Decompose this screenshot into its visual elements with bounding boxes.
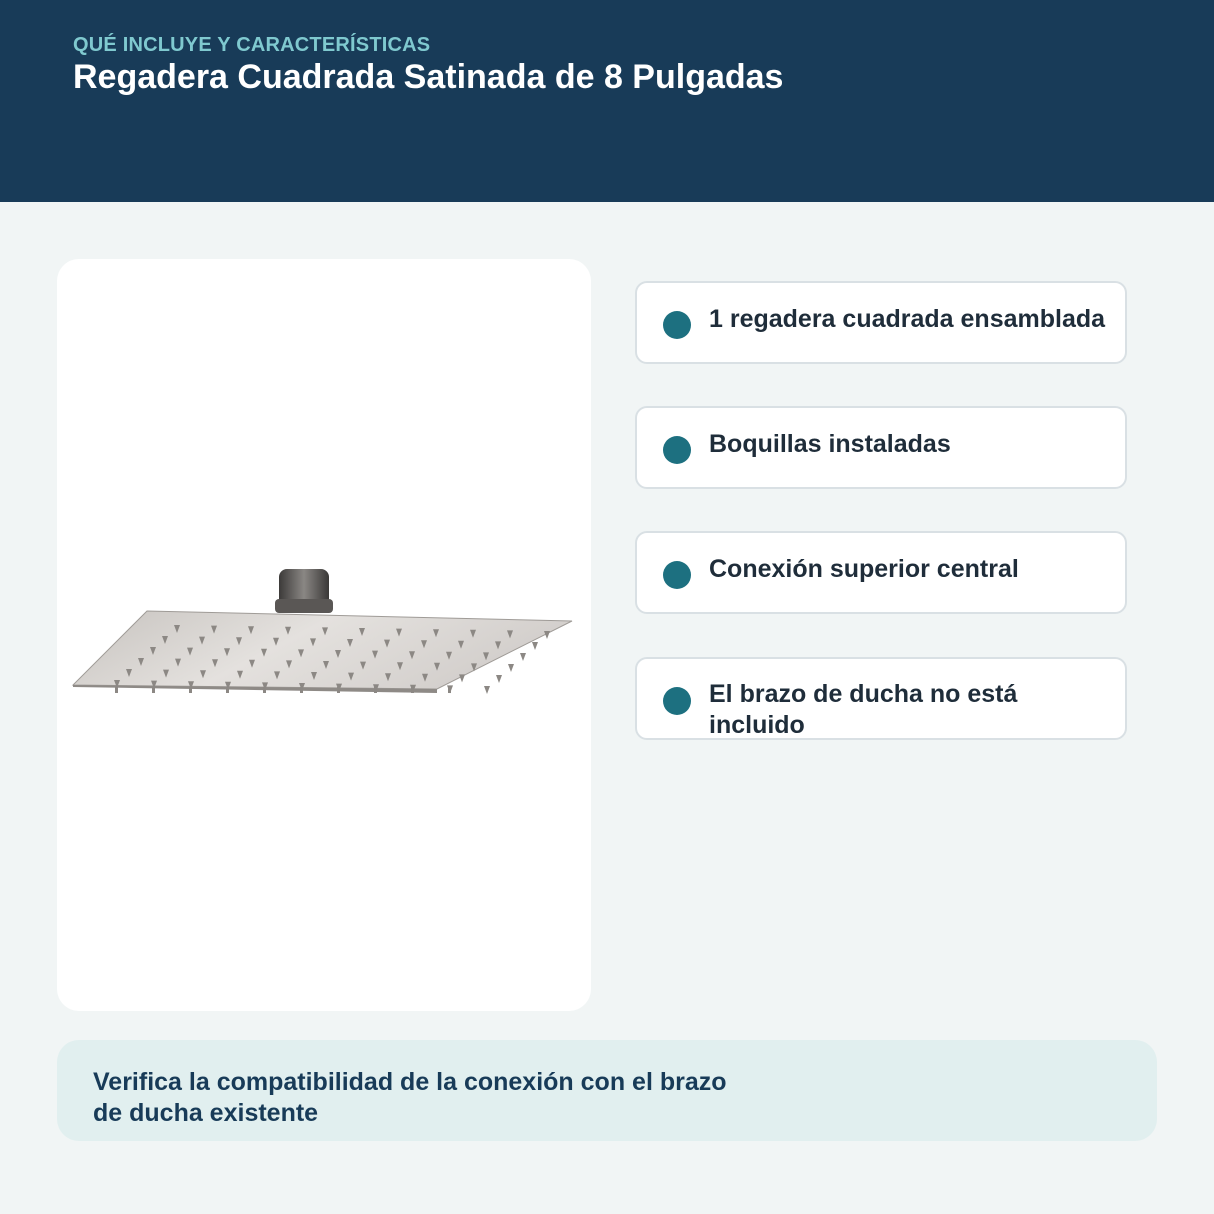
- nozzle-tip: [226, 687, 229, 693]
- nozzle: [508, 664, 514, 672]
- product-image-card: [57, 259, 591, 1011]
- bullet-dot-icon: [663, 311, 691, 339]
- nozzle: [484, 686, 490, 694]
- nozzle-tip: [337, 687, 340, 693]
- note-text: Verifica la compatibilidad de la conexión con el brazo de ducha existente: [93, 1068, 727, 1127]
- feature-label: 1 regadera cuadrada ensamblada: [709, 305, 1106, 333]
- feature-label: Boquillas instaladas: [709, 430, 951, 458]
- nozzle: [459, 674, 465, 682]
- shower-head-icon: [57, 259, 591, 1011]
- nozzle-tip: [300, 687, 303, 693]
- nozzle-tip: [374, 687, 377, 693]
- nozzle-tip: [263, 687, 266, 693]
- page-title: Regadera Cuadrada Satinada de 8 Pulgadas: [73, 58, 784, 96]
- nozzle-tip: [189, 687, 192, 693]
- nozzle-tip: [448, 687, 451, 693]
- compatibility-note: [57, 1040, 1157, 1141]
- feature-label: El brazo de ducha no está incluido: [709, 680, 1018, 739]
- nozzle-tip: [115, 687, 118, 693]
- bullet-dot-icon: [663, 687, 691, 715]
- nozzle: [496, 675, 502, 683]
- feature-label: Conexión superior central: [709, 555, 1019, 583]
- header-banner: [0, 0, 1214, 202]
- feature-item-connection: [635, 531, 1127, 614]
- nozzle: [532, 642, 538, 650]
- section-eyebrow: QUÉ INCLUYE Y CARACTERÍSTICAS: [73, 34, 431, 56]
- bullet-dot-icon: [663, 561, 691, 589]
- feature-item-arm-not-included: [635, 657, 1127, 740]
- feature-item-assembled-head: [635, 281, 1127, 364]
- feature-item-nozzles: [635, 406, 1127, 489]
- nozzle-tip: [152, 687, 155, 693]
- nozzle-tip: [411, 687, 414, 693]
- nozzle: [520, 653, 526, 661]
- bullet-dot-icon: [663, 436, 691, 464]
